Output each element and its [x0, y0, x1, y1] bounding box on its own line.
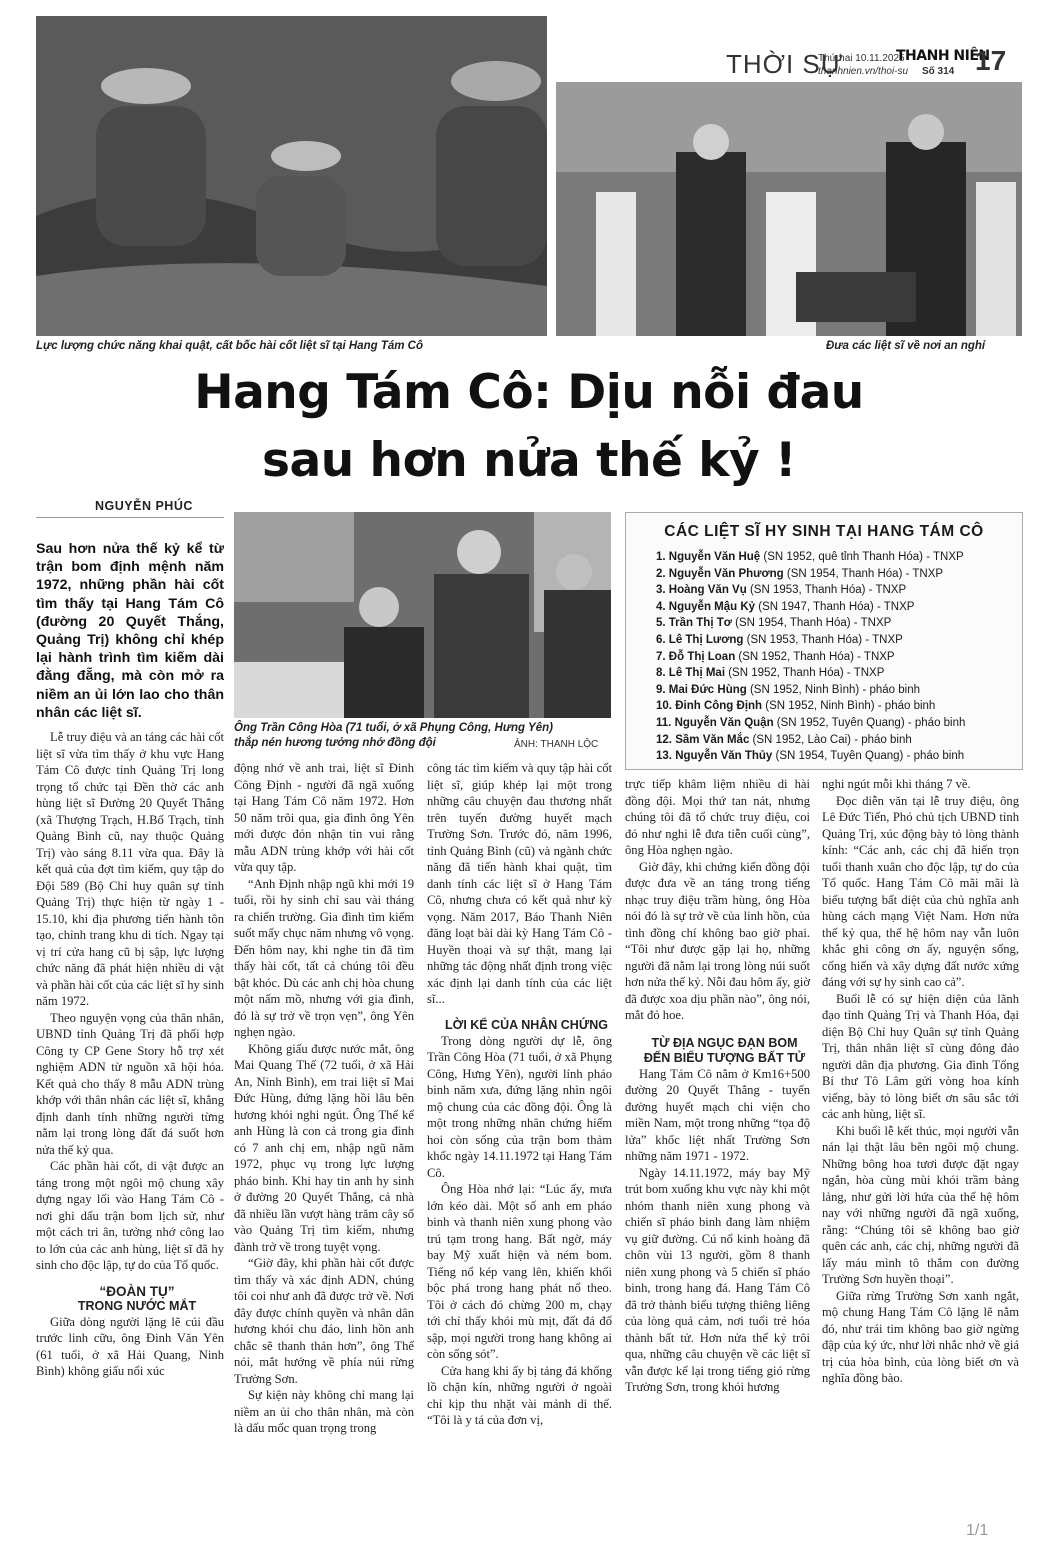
- body-paragraph: Khi buổi lễ kết thúc, mọi người vẫn nán lại thật lâu bên ngôi mộ chung. Những bông hoa tươi được đặt ngay ngắn, hòa cùng mùi khói trầm bảng lảng, như gửi lời hứa của thế hệ hôm nay với những người đã ngã xuống, rằng: “Chúng tôi sẽ không bao giờ quên các anh, các chị, những người đã lấy máu mình tô thắm con đường Trường Sơn huyền thoại”.: [822, 1123, 1019, 1286]
- issue-date: Thứ hai 10.11.2025: [818, 53, 905, 64]
- body-paragraph: Giữa rừng Trường Sơn xanh ngắt, mộ chung Hang Tám Cô lặng lẽ nằm đó, như trái tim không bao giờ ngừng đập của ký ức, như lời nhắc nhở về giá trị của hòa bình, của lòng biết ơn và nghĩa đồng bào.: [822, 1288, 1019, 1385]
- body-paragraph: Theo nguyện vọng của thân nhân, UBND tỉnh Quảng Trị đã phối hợp Công ty CP Gene Story hỗ trợ xét nghiệm ADN từ nguồn xã hội hóa. Kết quả cho thấy 8 mẫu ADN trùng khớp với thân nhân các liệt sĩ, khẳng định danh tính những người từng nằm lại trong lòng đất đá suốt hơn nửa thế kỷ qua.: [36, 1010, 224, 1157]
- ceremony-photo: [556, 82, 1022, 336]
- body-paragraph: Đọc diễn văn tại lễ truy điệu, ông Lê Đức Tiến, Phó chủ tịch UBND tỉnh Quảng Trị, xúc động bày tỏ lòng thành kính: “Các anh, các chị đã hiến trọn tuổi thanh xuân cho độc lập, tự do của Tổ quốc. Hang Tám Cô mãi mãi là biểu tượng bất diệt của chủ nghĩa anh hùng cách mạng Việt Nam. Hơn nửa thế kỷ qua, thế hệ hôm nay vẫn luôn khắc ghi công ơn ấy, nguyện sống, cống hiến và xây dựng đất nước xứng đáng với sự hy sinh cao cả”.: [822, 793, 1019, 989]
- subhead-doan-tu-line-2: TRONG NƯỚC MẮT: [77, 1298, 197, 1313]
- excavation-photo-caption: Lực lượng chức năng khai quật, cất bốc hài cốt liệt sĩ tại Hang Tám Cô: [36, 340, 423, 352]
- body-paragraph: Không giấu được nước mắt, ông Mai Quang Thế (72 tuổi, ở xã Hải An, Ninh Bình), em trai liệt sĩ Mai Đức Hùng, đứng lặng hồi lâu bên hương khói nghi ngút. Ông Thế kể anh Hùng là con cả trong gia đình có 7 anh chị em, nhập ngũ năm 1972, phục vụ trong lực lượng pháo binh. Khi hay tin anh hy sinh ở đường 20 Quyết Thắng, cả nhà đã nhiều lần vượt hàng trăm cây số vào Quảng Trị tìm kiếm, nhưng đành trở về trong tuyệt vọng.: [234, 1041, 414, 1254]
- martyr-number: 1.: [656, 551, 666, 563]
- martyr-detail: (SN 1952, Ninh Bình) - pháo binh: [746, 683, 921, 696]
- subhead-doan-tu: “ĐOÀN TỤ”: [99, 1283, 175, 1299]
- martyr-detail: (SN 1954, Tuyên Quang) - pháo binh: [772, 750, 965, 763]
- body-column-2: [234, 760, 414, 1437]
- body-paragraph: Trong dòng người dự lễ, ông Trần Công Hòa (71 tuổi, ở xã Phụng Công, Hưng Yên), người lính pháo binh năm xưa, đứng lặng nhìn ngôi mộ chung của các đồng đội. Ông là một trong những nhân chứng hiếm hoi còn sống của trận bom thảm khốc ngày 14.11.1972 tại Hang Tám Cô.: [427, 1033, 612, 1180]
- body-paragraph: Giờ đây, khi chứng kiến đồng đội được đưa về an táng trong tiếng nhạc truy điệu trầm hùng, ông Hòa nói đó là sự trở về của linh hồn, của tình đồng chí không bao giờ phai. “Tôi như được gặp lại họ, những người đã nằm lại trong lòng núi suốt hơn nửa thế kỷ. Nỗi đau hôm ấy, giờ đã được xoa dịu phần nào”, ông nói, mắt đỏ hoe.: [625, 859, 810, 1022]
- martyr-name: Lê Thị Mai: [668, 667, 726, 680]
- subhead-nhan-chung: LỜI KỂ CỦA NHÂN CHỨNG: [445, 1017, 608, 1032]
- martyrs-list-title: CÁC LIỆT SĨ HY SINH TẠI HANG TÁM CÔ: [664, 523, 984, 540]
- martyr-detail: (SN 1952, Lào Cai) - pháo binh: [749, 733, 912, 746]
- witness-photo-caption-line-2: thắp nén hương tưởng nhớ đồng đội: [234, 737, 436, 749]
- martyr-list-item: [656, 599, 1022, 616]
- martyr-number: 12.: [656, 733, 672, 746]
- martyr-name: Nguyễn Văn Phương: [668, 567, 784, 580]
- ceremony-photo-caption: Đưa các liệt sĩ về nơi an nghỉ: [826, 340, 986, 352]
- body-paragraph: Buổi lễ có sự hiện diện của lãnh đạo tỉnh Quảng Trị và Thanh Hóa, đại diện Bộ Chỉ huy Quân sự tỉnh Quảng Trị, thân nhân liệt sĩ cùng đông đảo người dân địa phương. Gia đình Tổng Bí thư Tô Lâm gửi vòng hoa kính viếng, bày tỏ lòng biết ơn sâu sắc tới các anh hùng, liệt sĩ.: [822, 991, 1019, 1121]
- martyr-detail: (SN 1952, Ninh Bình) - pháo binh: [762, 700, 936, 713]
- martyr-number: 9.: [656, 683, 666, 696]
- headline-line-1: Hang Tám Cô: Dịu nỗi đau: [194, 365, 864, 420]
- martyr-number: 2.: [656, 567, 666, 580]
- byline: NGUYỄN PHÚC: [95, 499, 193, 513]
- martyr-list-item: [656, 682, 1022, 699]
- martyr-list-item: [656, 732, 1022, 749]
- page-indicator: 1/1: [966, 1522, 989, 1539]
- martyr-detail: (SN 1953, Thanh Hóa) - TNXP: [743, 633, 903, 646]
- martyr-detail: (SN 1952, Tuyên Quang) - pháo binh: [773, 716, 966, 729]
- subhead-dia-nguc: TỪ ĐỊA NGỤC ĐẠN BOM: [651, 1035, 798, 1050]
- body-column-5: [822, 776, 1019, 1387]
- martyr-detail: (SN 1954, Thanh Hóa) - TNXP: [731, 617, 892, 630]
- martyr-list-item: [656, 649, 1022, 666]
- martyr-detail: (SN 1952, quê tỉnh Thanh Hóa) - TNXP: [760, 551, 964, 563]
- body-paragraph: Giữa dòng người lặng lẽ cúi đầu trước linh cữu, ông Đinh Văn Yên (61 tuổi, ở xã Hải Quang, Ninh Bình) không giấu nổi xúc: [36, 1314, 224, 1378]
- martyr-list-item: [656, 615, 1022, 632]
- martyrs-list: [626, 549, 1022, 765]
- martyr-number: 6.: [656, 633, 666, 646]
- martyr-list-item: [656, 582, 1022, 599]
- martyr-name: Lê Thị Lương: [668, 633, 744, 646]
- martyr-detail: (SN 1953, Thanh Hóa) - TNXP: [746, 584, 907, 597]
- brand-logo: THANH NIÊN: [896, 48, 990, 64]
- martyr-detail: (SN 1952, Thanh Hóa) - TNXP: [725, 667, 885, 680]
- martyr-name: Nguyễn Văn Quận: [674, 716, 774, 729]
- martyr-name: Nguyễn Mậu Kỷ: [668, 600, 756, 613]
- martyr-number: 11.: [656, 716, 672, 729]
- martyr-list-item: [656, 698, 1022, 715]
- martyr-list-item: [656, 665, 1022, 682]
- martyr-name: Nguyễn Văn Huệ: [668, 551, 761, 563]
- headline-line-2: sau hơn nửa thế kỷ !: [262, 433, 796, 488]
- martyr-list-item: [656, 566, 1022, 583]
- body-paragraph: Cửa hang khi ấy bị tảng đá khổng lồ chặn kín, những người ở ngoài chỉ kịp thu nhặt vài mảnh di thể. “Tôi là y tá của đơn vị,: [427, 1363, 612, 1427]
- excavation-photo: [36, 16, 547, 336]
- body-paragraph: Sự kiện này không chỉ mang lại niềm an ủi cho thân nhân, mà còn là dấu mốc quan trọng trong: [234, 1388, 414, 1435]
- martyr-name: Mai Đức Hùng: [668, 683, 747, 696]
- martyr-detail: (SN 1947, Thanh Hóa) - TNXP: [755, 600, 915, 613]
- subhead-dia-nguc-line-2: ĐẾN BIỂU TƯỢNG BẤT TỬ: [643, 1050, 806, 1065]
- martyr-name: Đỗ Thị Loan: [668, 650, 736, 663]
- martyr-detail: (SN 1952, Thanh Hóa) - TNXP: [735, 650, 895, 663]
- martyr-list-item: [656, 715, 1022, 732]
- body-paragraph: Ngày 14.11.1972, máy bay Mỹ trút bom xuống khu vực này khi một nhóm thanh niên xung phong và chiến sĩ pháo binh đang làm nhiệm vụ giữ đường. Cú nổ kinh hoàng đã chôn vùi 13 người, gồm 8 thanh niên xung phong và 5 chiến sĩ pháo binh, trong hang đá. Hang Tám Cô đã trở thành biểu tượng thiêng liêng của lòng quả cảm, nơi tuổi trẻ hóa thành bất tử. Hơn nửa thế kỷ trôi qua, những câu chuyện về các liệt sĩ vẫn được kể lại trong tiếng gió rừng Trường Sơn, trong khói hương: [625, 1165, 810, 1394]
- witness-photo: [234, 512, 611, 718]
- lead-paragraph: Sau hơn nửa thế kỷ kể từ trận bom định mệnh năm 1972, những phần hài cốt tìm thấy tại Hang Tám Cô (đường 20 Quyết Thắng, Quảng Trị) không chỉ khép lại hành trình tìm kiếm dài đằng đẵng, mà còn mở ra niềm an ủi lớn lao cho thân nhân các liệt sĩ.: [36, 541, 224, 721]
- martyr-name: Trần Thị Tơ: [668, 617, 732, 630]
- page-number: 17: [975, 45, 1007, 76]
- martyrs-list-box: [625, 512, 1023, 770]
- byline-rule: [36, 517, 224, 518]
- martyr-name: Sầm Văn Mắc: [675, 733, 750, 746]
- section-url: thanhnien.vn/thoi-su: [818, 66, 909, 77]
- martyr-number: 8.: [656, 667, 666, 680]
- issue-number: Số 314: [922, 66, 955, 77]
- martyr-number: 10.: [656, 700, 672, 713]
- martyr-list-item: [656, 748, 1022, 765]
- body-column-4: [625, 776, 810, 1396]
- body-column-3: [427, 760, 612, 1429]
- martyr-number: 7.: [656, 650, 666, 663]
- martyr-name: Nguyễn Văn Thủy: [675, 750, 773, 763]
- martyr-number: 5.: [656, 617, 666, 630]
- martyr-list-item: [656, 632, 1022, 649]
- martyr-name: Hoàng Văn Vụ: [668, 584, 747, 597]
- body-paragraph: Hang Tám Cô nằm ở Km16+500 đường 20 Quyết Thắng - tuyến đường huyết mạch chi viện cho miền Nam, một trong những “tọa độ lửa” khốc liệt nhất Trường Sơn những năm 1971 - 1972.: [625, 1066, 810, 1163]
- body-paragraph: công tác tìm kiếm và quy tập hài cốt liệt sĩ, giúp khép lại một trong những câu chuyện đau thương nhất trên tuyến đường huyết mạch Trường Sơn. Trước đó, năm 1996, tỉnh Quảng Bình (cũ) và ngành chức năng đã tiến hành khai quật, tìm danh tính các liệt sĩ ở Hang Tám Cô, nhưng chưa có kết quả như kỳ vọng. Năm 2017, Báo Thanh Niên đăng loạt bài dài kỳ Hang Tám Cô - Huyền thoại và sự thật, mang lại những tác động nhất định trong việc xác định lại danh tính của các liệt sĩ...: [427, 761, 612, 1006]
- section-title: THỜI SỰ: [726, 49, 844, 79]
- martyr-number: 4.: [656, 600, 666, 613]
- body-column-1: [36, 729, 224, 1380]
- body-paragraph: Ông Hòa nhớ lại: “Lúc ấy, mưa lớn kéo dài. Một số anh em pháo binh và thanh niên xung phong vào trú tạm trong hang. Bất ngờ, máy bay Mỹ xuất hiện và ném bom. Tiếng nổ kép vang lên, khiến khối bộc phá trong hang phát nổ theo. Tôi ở cách đó chừng 200 m, chạy tới chỉ thấy khói mù mịt, đất đá đổ sập, mọi người trong hang không ai còn sống sót”.: [427, 1182, 612, 1361]
- body-paragraph: động nhớ về anh trai, liệt sĩ Đinh Công Định - người đã ngã xuống tại Hang Tám Cô năm 1972. Hơn 50 năm trôi qua, gia đình ông Yên mới được đón nhận tin vui rằng mẫu ADN trùng khớp với hài cốt vừa quy tập.: [234, 761, 414, 874]
- martyr-name: Đinh Công Định: [675, 700, 763, 713]
- martyr-detail: (SN 1954, Thanh Hóa) - TNXP: [783, 567, 944, 580]
- witness-photo-caption-line-1: Ông Trần Công Hòa (71 tuổi, ở xã Phụng Công, Hưng Yên): [234, 722, 553, 734]
- martyr-number: 13.: [656, 750, 672, 763]
- martyr-list-item: [656, 549, 1022, 566]
- photo-credit: ẢNH: THANH LỘC: [514, 739, 599, 750]
- martyr-number: 3.: [656, 584, 666, 597]
- body-paragraph: “Anh Định nhập ngũ khi mới 19 tuổi, rồi hy sinh chỉ sau vài tháng ra chiến trường. Gia đình tìm kiếm suốt mấy chục năm nhưng vô vọng. Đến hôm nay, khi nghe tin đã tìm thấy hài cốt, tất cả chúng tôi đều bật khóc. Dù các anh chị hòa chung một nấm mồ, nhưng với gia đình, đó là sự trở về trọn vẹn”, ông Yên nghẹn ngào.: [234, 876, 414, 1039]
- body-paragraph: trực tiếp khâm liệm nhiều di hài đồng đội. Mọi thứ tan nát, nhưng chúng tôi đã tổ chức truy điệu, coi đó như nghi lễ đưa tiễn cuối cùng”, ông Hòa nghẹn ngào.: [625, 777, 810, 857]
- body-paragraph: “Giờ đây, khi phần hài cốt được tìm thấy và xác định ADN, chúng tôi coi như anh đã được trở về. Nơi đây được chính quyền và nhân dân hương khói chu đáo, linh hồn anh chắc sẽ thanh thản hơn”, ông Thế nói, mắt hướng về phía núi rừng Trường Sơn.: [234, 1256, 414, 1386]
- body-paragraph: nghi ngút mỗi khi tháng 7 về.: [822, 777, 971, 791]
- body-paragraph: Các phần hài cốt, di vật được an táng trong một ngôi mộ chung xây dựng ngay lối vào Hang Tám Cô - nơi ghi dấu trận bom lịch sử, như một cách tri ân, tưởng nhớ công lao to lớn của các anh hùng, liệt sĩ đã hy sinh cho độc lập, tự do của Tổ quốc.: [36, 1159, 224, 1272]
- body-paragraph: Lễ truy điệu và an táng các hài cốt liệt sĩ vừa tìm thấy ở khu vực Hang Tám Cô được tỉnh Quảng Trị long trọng tổ chức tại Đền thờ các anh hùng liệt sĩ Đường 20 Quyết Thắng (xã Thượng Trạch, H.Bố Trạch, tỉnh Quảng Bình cũ, nay thuộc Quảng Trị) vào sáng 8.11 vừa qua. Đây là kết quả của đợt tìm kiếm, quy tập do Đội 589 (Bộ Chỉ huy quân sự tỉnh Quảng Trị) thực hiện từ ngày 1 - 15.10, khi địa phương tiến hành tôn tạo, chỉnh trang khu di tích. Ngay tại vị trí cửa hang cũ bị sập, lực lượng chức năng đã phát hiện nhiều di vật và phần hài cốt của các liệt sĩ hy sinh năm 1972.: [36, 730, 224, 1008]
